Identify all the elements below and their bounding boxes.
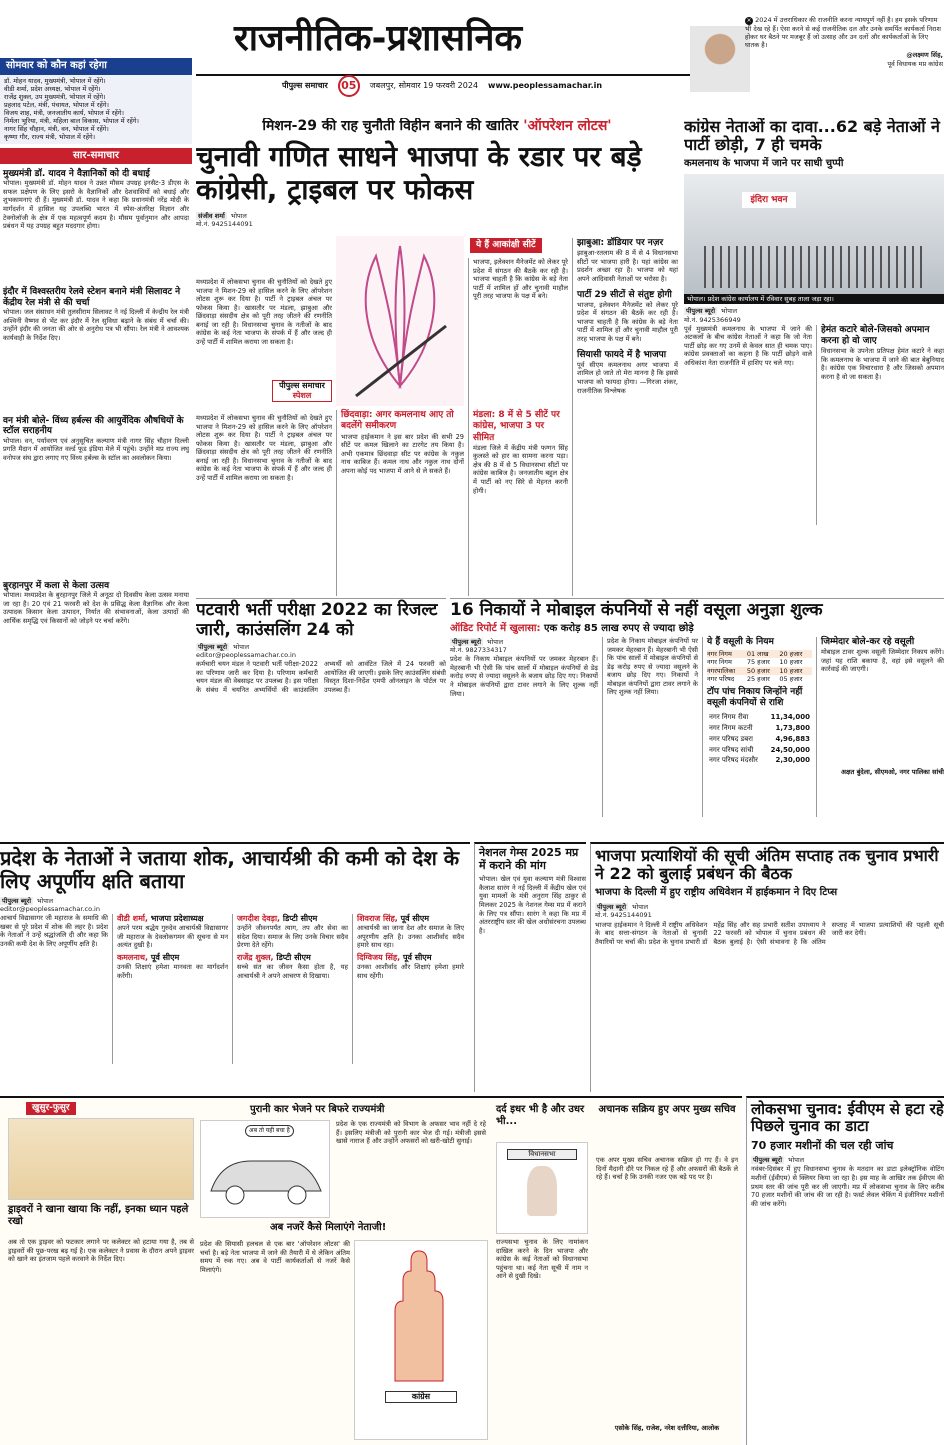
tribute-name: राजेंद्र शुक्ल, डिप्टी सीएम <box>237 952 311 962</box>
lead-headline: चुनावी गणित साधने भाजपा के रडार पर बड़े कांग्रेसी, ट्राइबल पर फोकस <box>196 139 642 207</box>
tribute-name: जगदीश देवड़ा, डिप्टी सीएम <box>237 914 318 924</box>
cartoon-hand <box>354 1240 488 1440</box>
portrait-photo <box>690 26 750 92</box>
who-where-list <box>0 75 192 144</box>
who-where-header: सोमवार को कौन कहां रहेगा <box>0 58 192 75</box>
national-games-story <box>474 842 586 1092</box>
acharya-byline: पीपुल्स ब्यूरो भोपाल editor@peoplessamachar.co.in <box>0 897 100 914</box>
nikay-text-2: प्रदेश के निकाय मोबाइल कंपनियों पर जमकर मेहरबान हैं। मेहरबानी भी ऐसी कि पांच सालों में मोबाइल कंपनियों से डेढ़ करोड़ रुपए से ज्यादा वसूलने के बजाय छोड़ दिए गए। निकायों ने मोबाइल कंपनियों द्वारा टावर लगाने के लिए शुल्क नहीं लिया। <box>602 637 698 817</box>
responsible-box: जिम्मेदार बोले-कर रहे वसूली मोबाइल टावर शुल्क वसूली जिम्मेदार निकाय करेंगे। जहां यह राशि बकाया है, वहां इसे वसूलने की कार्रवाई की जाएगी। अक्षत बुंदेला, सीएमओ, नगर पालिका सांची <box>816 637 944 817</box>
patwari-headline: पटवारी भर्ती परीक्षा 2022 का रिजल्ट जारी, काउंसलिंग 24 को <box>196 600 438 640</box>
rules-box: ये हैं वसूली के नियम नगर निगम 01 लाख 20 हजार नगर निगम 75 हजार 10 हजार नगरपालिका 50 हजार 10 हजार नगर परिषद 25 हजार 05 हजार टॉप पांच निकाय जिन्होंने नहीं वसूली कंपनियों से राशि नगर निगम रीवा 11,34,000 नगर निगम कटनी 1,73,800 नगर परिषद डबरा 4,96,883 नगर परिषद सांची 24,50,000 नगर परिषद मंदसौर 2,30,000 <box>702 637 812 817</box>
tribute-name: शिवराज सिंह, पूर्व सीएम <box>357 914 430 924</box>
evm-byline: पीपुल्स ब्यूरो भोपाल <box>753 1156 805 1165</box>
bjp-byline: पीपुल्स ब्यूरो भोपाल मो.नं. 9425144091 <box>595 903 652 920</box>
nikay-byline: पीपुल्स ब्यूरो भोपाल मो.नं. 9827334317 <box>450 638 507 655</box>
nikay-headline: 16 निकायों ने मोबाइल कंपनियों से नहीं वसूला अनुज्ञा शुल्क <box>450 600 823 620</box>
website: www.peoplessamachar.in <box>488 81 603 90</box>
brief-headline: बुरहानपुर में कला से केला उत्सव <box>3 580 110 591</box>
photo-caption: भोपाल। प्रदेश कांग्रेस कार्यालय में रविवार सुबह ताला जड़ा रहा। <box>684 294 944 304</box>
list-item: डॉ. मोहन यादव, मुख्यमंत्री, भोपाल में रहेंगे। <box>4 76 106 85</box>
jhabua-text: झाबुआ-रतलाम की 8 में से 4 विधानसभा सीटों पर भाजपा हारी है। यहां कांग्रेस का प्रदर्शन अच्छा रहा है। भाजपा को यहां अपने आदिवासी नेताओं पर भरोसा है। <box>577 249 678 283</box>
congress-text: पूर्व मुख्यमंत्री कमलनाथ के भाजपा में जाने की अटकलों के बीच कांग्रेस नेताओं ने कहा कि जो नेता पार्टी छोड़ कर गए उनमें से केवल सात ही चमक पाए। कांग्रेस प्रवक्ताओं का कहना है कि पार्टी छोड़ने वाले अधिकांश नेता राजनीति में हाशिए पर चले गए। <box>684 324 812 367</box>
acharya-headline: प्रदेश के नेताओं ने जताया शोक, आचार्यश्री की कमी को देश के लिए अपूर्णीय क्षति बताया <box>0 846 460 893</box>
congress-byline: पीपुल्स ब्यूरो भोपाल मो.नं. 9425366949 <box>684 307 741 324</box>
congress-story <box>684 118 944 596</box>
khusur-head-5: अचानक सक्रिय हुए अपर मुख्य सचिव <box>598 1104 736 1115</box>
tribute-name: कमलनाथ, पूर्व सीएम <box>117 952 180 962</box>
page-number: 05 <box>338 75 360 97</box>
table-row: नगर परिषद डबरा 4,96,883 <box>709 734 810 743</box>
sign-label: कांग्रेस <box>385 1391 457 1403</box>
cartoon-1 <box>8 1118 194 1200</box>
secret-seats-tag: ये हैं आकांक्षी सीटें <box>470 238 542 253</box>
brief-text: भोपाल। मुख्यमंत्री डॉ. मोहन यादव ने उन्नत मौसम उपग्रह इनसैट-3 डीएस के सफल प्रक्षेपण के लिए इसरो के वैज्ञानिकों और देशवासियों को बधाई और शुभकामनाएं दी हैं। मुख्यमंत्री डॉ. यादव ने कहा कि प्रधानमंत्री नरेंद्र मोदी के मार्गदर्शन में हासिल यह उपलब्धि भारत में स्पेस-अंतरिक्ष विज्ञान और टेक्नोलॉजी के क्षेत्र में एक महत्वपूर्ण कदम है। मौसम पूर्वानुमान और आपदा प्रबंधन में यह उपग्रह बहुत मददगार होगा। <box>3 179 189 231</box>
list-item: राजेंद्र शुक्ल, उप मुख्यमंत्री, भोपाल में रहेंगे। <box>4 92 106 101</box>
congress-sub: कमलनाथ के भाजपा में जाने पर साधी चुप्पी <box>684 157 844 169</box>
khusur-head-1: ड्राइवरों ने खाना खाया कि नहीं, इनका ध्यान पहले रखो <box>8 1204 189 1227</box>
evm-headline: लोकसभा चुनाव: ईवीएम से हटा रहे पिछले चुनाव का डाटा <box>751 1100 944 1136</box>
khusur-text-3: प्रदेश की सियासी हलचल से एक बार 'ऑपरेशन लोटस' की चर्चा है। बड़े नेता भाजपा में जाने की तैयारी में थे लेकिन अंतिम समय में रुक गए। अब वे पार्टी कार्यकर्ताओं से नजरें कैसे मिलाएंगे। <box>200 1240 350 1274</box>
cartoon-assembly: विधानसभा <box>496 1142 588 1234</box>
lead-text-2: मध्यप्रदेश में लोकसभा चुनाव की चुनौतियों को देखते हुए भाजपा ने मिशन-29 को हासिल करने के लिए ऑपरेशन लोटस शुरू कर दिया है। पार्टी ने ट्राइबल अंचल पर फोकस किया है। खासतौर पर मंडला, झाबुआ और छिंदवाड़ा संसदीय क्षेत्र को पूरी तरह जीतने की रणनीति बनाई जा रही है। विधानसभा चुनाव के नतीजों के बाद कांग्रेस के कई नेता भाजपा के संपर्क में हैं और जल्द ही उन्हें पार्टी में शामिल कराया जा सकता है। <box>196 414 332 482</box>
list-item: विजय शाह, मंत्री, जनजातीय कार्य, भोपाल में रहेंगे। <box>4 109 124 117</box>
benefit-head: सियासी फायदे में है भाजपा <box>577 349 667 360</box>
page-section-title: राजनीतिक-प्रशासनिक <box>234 18 523 59</box>
party29-text: भाजपा, इलेक्शन मैनेजमेंट को लेकर पूरे प्रदेश में संगठन की बैठकें कर रही है। भाजपा चाहती है कि कांग्रेस के बड़े नेता पार्टी में शामिल हों और चुनावी माहौल पूरी तरह भाजपा के पक्ष में बने। <box>577 300 678 343</box>
party29-head: पार्टी 29 सीटों से संतुष्ट होगी <box>577 289 672 300</box>
benefit-text: पूर्व सीएम कमलनाथ अगर भाजपा में शामिल हो जाते तो मेरा मानना है कि इससे भाजपा को फायदा होगा। —गिरजा शंकर, राजनीतिक विश्लेषक <box>577 360 678 395</box>
nikay-kicker: ऑडिट रिपोर्ट में खुलासा: एक करोड़ 85 लाख रुपए से ज्यादा छोड़े <box>450 622 694 634</box>
khusur-head-4: दर्द इधर भी है और उधर भी... <box>496 1104 585 1127</box>
khusur-text-2: प्रदेश के एक राज्यमंत्री को विभाग के अफसर भाव नहीं दे रहे हैं। इसलिए मंत्रीजी को पुरानी कार भेज दी गई। मंत्रीजी इससे खासे नाराज हैं और उन्होंने अफसरों को खरी-खोटी सुनाई। <box>336 1120 486 1146</box>
brief-text: भोपाल। जल संसाधन मंत्री तुलसीराम सिलावट ने नई दिल्ली में केन्द्रीय रेल मंत्री अश्विनी वैष्णव से भेंट कर इंदौर में रेल सुविधा बढ़ाने के संबंध में चर्चा की। उन्होंने इंदौर की जनता की ओर से अनुरोध पत्र भी सौंपा। रेल मंत्री ने आवश्यक कार्यवाही के निर्देश दिए। <box>3 308 189 342</box>
bjp-text: भाजपा हाईकमान ने दिल्ली में राष्ट्रीय अधिवेशन के बाद सत्ता-संगठन के नेताओं से चुनावी तैयारियों पर चर्चा की। प्रदेश के चुनाव प्रभारी डॉ महेंद्र सिंह और सह प्रभारी सतीश उपाध्याय ने 22 फरवरी को भोपाल में चुनाव प्रबंधन की बैठक बुलाई है। ऐसी संभावना है कि अंतिम सप्ताह में भाजपा प्रत्याशियों की पहली सूची जारी कर देगी। <box>595 920 944 946</box>
table-row: नगरपालिका 50 हजार 10 हजार <box>707 667 812 675</box>
lead-kicker: मिशन-29 की राह चुनौती विहीन बनाने की खातिर 'ऑपरेशन लोटस' <box>262 118 612 134</box>
congress-office-photo <box>684 174 944 294</box>
cartoon-car <box>200 1120 330 1218</box>
list-item: निर्मला भूरिया, मंत्री, महिला बाल विकास, भोपाल में रहेंगे। <box>4 117 139 126</box>
table-row: नगर निगम 75 हजार 10 हजार <box>707 658 803 667</box>
brief-text: भोपाल। मध्यप्रदेश के बुरहानपुर जिले में अनूठा दो दिवसीय केला उत्सव मनाया जा रहा है। 20 एवं 21 फरवरी को देश के प्रसिद्ध केला वैज्ञानिक और केला उत्पादक किसान केला उत्पादन, निर्यात की संभावनाओं, केला उत्पादों की आर्थिक समृद्धि एवं किसानों को जोड़ने पर चर्चा करेंगे। <box>3 591 189 625</box>
news-brief-header: सार-समाचार <box>0 148 192 165</box>
list-item: कृष्णा गौर, राज्य मंत्री, भोपाल में रहेंगे। <box>4 133 96 142</box>
table-row: नगर निगम 01 लाख 20 हजार <box>707 650 812 658</box>
bjp-headline: भाजपा प्रत्याशियों की सूची अंतिम सप्ताह तक चुनाव प्रभारी ने 22 को बुलाई प्रबंधन की बैठक <box>595 846 939 884</box>
top-table <box>707 711 812 767</box>
jhabua-head: झाबुआ: डॉडियार पर नज़र <box>577 238 664 248</box>
credits: एसोके सिंह, राजेश, नरेश दत्तीरिया, आलोक <box>614 1424 720 1432</box>
quote-box: × 2024 में उत्तराधिकार की राजनीति करना न्यायपूर्ण नहीं है। हम इसके परिणाम भी देख रहे हैं। ऐसा करने से कई राजनीतिक दल और उनके समर्पित कार्यकर्ता निराश होकर घर बैठने पर मजबूर हैं जो उत्साह और उन दलों और कार्यकर्ताओं के लिए घातक है। @लक्ष्मण सिंह, पूर्व विधायक मप्र कांग्रेस <box>745 16 943 68</box>
nikay-story <box>450 598 944 838</box>
table-row: नगर निगम कटनी 1,73,800 <box>709 724 810 733</box>
mandla-head: मंडला: 8 में से 5 सीटें पर कांग्रेस, भाजपा 3 पर सीमित <box>473 410 560 443</box>
peoples-special-tag: पीपुल्स समाचार स्पेशल <box>272 380 332 402</box>
table-row: नगर परिषद मंदसौर 2,30,000 <box>709 756 810 765</box>
national-headline: नेशनल गेम्स 2025 मप्र में कराने की मांग <box>479 846 579 872</box>
list-item: प्रहलाद पटेल, मंत्री, पंचायत, भोपाल में रहेंगे। <box>4 100 109 109</box>
chhindwara-head: छिंदवाड़ा: अगर कमलनाथ आए तो बदलेंगे समीकरण <box>341 410 454 432</box>
lead-story <box>196 118 678 596</box>
seats-text: भाजपा, इलेक्शन मैनेजमेंट को लेकर पूरे प्रदेश में संगठन की बैठकें कर रही है। भाजपा चाहती है कि कांग्रेस के बड़े नेता पार्टी में शामिल हों और चुनावी माहौल पूरी तरह भाजपा के पक्ष में बने। <box>473 258 568 301</box>
acharya-story: प्रदेश के नेताओं ने जताया शोक, आचार्यश्री की कमी को देश के लिए अपूर्णीय क्षति बताया पीपुल्स ब्यूरो भोपाल editor@peoplessamachar.co.in आचार्य विद्यासागर जी महाराज के समाधि की खबर से पूरे प्रदेश में शोक की लहर है। प्रदेश के नेताओं ने उन्हें श्रद्धांजलि दी और कहा कि उनकी कमी देश के लिए अपूर्णीय क्षति है। वीडी शर्मा, भाजपा प्रदेशाध्यक्ष अपने परम श्रद्धेय गुरुदेव आचार्यश्री विद्यासागर जी महाराज के देवलोकगमन की सूचना से मन अत्यंत दुखी है। कमलनाथ, पूर्व सीएम उनकी शिक्षाएं हमेशा मानवता का मार्गदर्शन करेंगी। जगदीश देवड़ा, डिप्टी सीएम उन्होंने जीवनपर्यंत त्याग, तप और सेवा का संदेश दिया। समाज के लिए उनके विचार सदैव प्रेरणा देते रहेंगे। राजेंद्र शुक्ल, डिप्टी सीएम सच्चे संत का जीवन कैसा होता है, यह आचार्यश्री ने अपने आचरण से दिखाया। शिवराज सिंह, पूर्व सीएम आचार्यश्री का जाना देश और समाज के लिए अपूरणीय क्षति है। उनका आशीर्वाद सदैव हमारे साथ रहा। दिग्विजय सिंह, पूर्व सीएम उनका आशीर्वाद और शिक्षाएं हमेशा हमारे साथ रहेंगी। <box>0 842 470 1092</box>
evm-story <box>746 1096 944 1445</box>
brief-text: भोपाल। वन, पर्यावरण एवं अनुसूचित कल्याण मंत्री नागर सिंह चौहान दिल्ली प्रगति मैदान में आयोजित वर्ल्ड फूड इंडिया मेले में पहुंचे। उन्होंने मप्र राज्य लघु वनोपज संघ द्वारा लगाए गए विंध्य हर्बल्स के स्टॉल का अवलोकन किया। <box>3 436 189 462</box>
bjp-sub: भाजपा के दिल्ली में हुए राष्ट्रीय अधिवेशन में हाईकमान ने दिए टिप्स <box>595 886 838 898</box>
dateline: जबलपुर, सोमवार 19 फरवरी 2024 <box>369 81 479 90</box>
table-row: नगर निगम रीवा 11,34,000 <box>709 713 810 722</box>
katare-head: हेमंत कटारे बोले-जिसको अपमान करना हो वो जाए <box>821 324 930 346</box>
brief-headline: मुख्यमंत्री डॉ. यादव ने वैज्ञानिकों को दी बधाई <box>3 169 150 179</box>
lead-byline: संजीव शर्मा भोपाल मो.नं. 9425144091 <box>196 211 253 228</box>
katare-text: विधानसभा के उपनेता प्रतिपक्ष हेमंत कटारे ने कहा कि कमलनाथ के भाजपा में जाने की बात बेबुनियाद है। कांग्रेस एक विचारधारा है और जिसको अपमान करना है वो जा सकता है। <box>821 347 944 381</box>
tribute-name: वीडी शर्मा, भाजपा प्रदेशाध्यक्ष <box>117 914 204 924</box>
mandla-text: मंडला जिले में केंद्रीय मंत्री फग्गन सिंह कुलस्ते को हार का सामना करना पड़ा। क्षेत्र की 8 में से 5 विधानसभा सीटों पर कांग्रेस काबिज है। जनजातीय बहुल क्षेत्र में पार्टी को नए सिरे से मेहनत करनी होगी। <box>473 443 568 495</box>
list-item: वीडी शर्मा, प्रदेश अध्यक्ष, भोपाल में रहेंगे। <box>4 84 101 93</box>
office-sign: इंदिरा भवन <box>742 192 796 208</box>
speech-bubble: अब तो यही बचा है <box>245 1125 294 1137</box>
table-row: नगर परिषद सांची 24,50,000 <box>709 745 810 754</box>
close-icon: × <box>746 17 752 24</box>
lotus-illustration <box>336 236 464 406</box>
table-row: नगर परिषद 25 हजार 05 हजार <box>707 674 803 683</box>
patwari-story <box>196 598 446 838</box>
evm-sub: 70 हजार मशीनों की चल रही जांच <box>751 1138 894 1152</box>
left-column <box>0 58 192 918</box>
patwari-byline: पीपुल्स ब्यूरो भोपाल editor@peoplessamachar.co.in <box>196 643 296 660</box>
national-text: भोपाल। खेल एवं युवा कल्याण मंत्री विश्वास कैलाश सारंग ने नई दिल्ली में केंद्रीय खेल एवं युवा मामलों के मंत्री अनुराग सिंह ठाकुर से मिलकर 2025 के नेशनल गेम्स मप्र में कराने के लिए पत्र सौंपा। सारंग ने कहा कि मप्र में अंतरराष्ट्रीय स्तर की खेल अधोसंरचना उपलब्ध है। <box>479 875 586 935</box>
lead-text: मध्यप्रदेश में लोकसभा चुनाव की चुनौतियों को देखते हुए भाजपा ने मिशन-29 को हासिल करने के लिए ऑपरेशन लोटस शुरू कर दिया है। पार्टी ने ट्राइबल अंचल पर फोकस किया है। खासतौर पर मंडला, झाबुआ और छिंदवाड़ा संसदीय क्षेत्र को पूरी तरह जीतने की रणनीति बनाई जा रही है। विधानसभा चुनाव के नतीजों के बाद कांग्रेस के कई नेता भाजपा के संपर्क में हैं और जल्द ही उन्हें पार्टी में शामिल कराया जा सकता है। <box>196 278 332 346</box>
bjp-story <box>590 842 944 1092</box>
evm-text: नवंबर-दिसंबर में हुए विधानसभा चुनाव के मतदान का डाटा इलेक्ट्रॉनिक वोटिंग मशीनों (ईवीएम) से क्लियर किया जा रहा है। इस माह के आखिर तक ईवीएम की प्रथम स्तर की जांच पूरी कर ली जाएगी। मप्र में लोकसभा चुनाव के लिए करीब 70 हजार मशीनों की जांच की जा रही है। फर्स्ट लेवल चेकिंग में इंजीनियर मशीनों की जांच करेंगे। <box>751 1165 944 1208</box>
nikay-text: प्रदेश के निकाय मोबाइल कंपनियों पर जमकर मेहरबान हैं। मेहरबानी भी ऐसी कि पांच सालों में मोबाइल कंपनियों से डेढ़ करोड़ रुपए से ज्यादा वसूलने के बजाय छोड़ दिए गए। निकायों ने मोबाइल कंपनियों द्वारा टावर लगाने के लिए शुल्क नहीं लिया। <box>450 655 598 698</box>
patwari-text: कर्मचारी चयन मंडल ने पटवारी भर्ती परीक्षा-2022 का परिणाम जारी कर दिया है। परिणाम कर्मचारी चयन मंडल की वेबसाइट पर उपलब्ध है। इस परीक्षा के संबंध में चयनित अभ्यर्थियों की काउंसलिंग अभ्यर्थी को आवंटित जिले में 24 फरवरी को आयोजित की जाएगी। इसके लिए काउंसलिंग संबंधी विस्तृत दिशा-निर्देश एमपी ऑनलाइन के पोर्टल पर उपलब्ध हैं। <box>196 660 446 695</box>
rules-table <box>707 650 812 683</box>
brief-headline: वन मंत्री बोले- विंध्य हर्बल्स की आयुर्वेदिक औषधियों के स्टॉल सराहनीय <box>3 416 184 437</box>
paper-name: पीपुल्स समाचार <box>282 81 328 90</box>
congress-headline: कांग्रेस नेताओं का दावा...62 बड़े नेताओं ने पार्टी छोड़ी, 7 ही चमके <box>684 118 940 155</box>
khusur-head-2: पुरानी कार भेजने पर बिफरे राज्यमंत्री <box>250 1104 385 1115</box>
khusur-tag: खुसुर-फुसुर <box>26 1102 76 1115</box>
khusur-head-3: अब नजरें कैसे मिलाएंगे नेताजी! <box>270 1222 387 1233</box>
khusur-section <box>0 1096 742 1445</box>
acharya-text: आचार्य विद्यासागर जी महाराज के समाधि की खबर से पूरे प्रदेश में शोक की लहर है। प्रदेश के नेताओं ने उन्हें श्रद्धांजलि दी और कहा कि उनकी कमी देश के लिए अपूर्णीय क्षति है। <box>0 914 108 948</box>
tribute-name: दिग्विजय सिंह, पूर्व सीएम <box>357 952 432 962</box>
khusur-text-1: अब तो एक ड्राइवर को फटकार लगाने पर कलेक्टर को हटाया गया है, तब से ड्राइवरों की पूछ-परख बढ़ गई है। एक कलेक्टर ने प्रवास के दौरान अपने ड्राइवर को खाने का इंतजाम पहले करवाने के निर्देश दिए। <box>8 1238 194 1264</box>
khusur-text-5: एक अपर मुख्य सचिव अचानक सक्रिय हो गए हैं। वे इन दिनों मैदानी दौरे पर निकल रहे हैं और अफसरों की बैठकें ले रहे हैं। चर्चा है कि उनकी नजर एक बड़े पद पर है। <box>596 1156 738 1182</box>
khusur-text-4: राज्यसभा चुनाव के लिए नामांकन दाखिल करने के दिन भाजपा और कांग्रेस के कई नेताओं को विधानसभा पहुंचना था। कई नेता सूची में नाम न आने से दुखी दिखे। <box>496 1238 588 1281</box>
chhindwara-text: भाजपा हाईकमान ने इस बार प्रदेश की सभी 29 सीटें पर कमल खिलाने का टारगेट तय किया है। अभी एकमात्र छिंदवाड़ा सीट पर कांग्रेस के नकुल नाथ काबिज हैं। कमल नाथ और नकुल नाथ दोनों अपना कोई पद भाजपा में आने से ले सकते हैं। <box>341 432 464 475</box>
brief-headline: इंदौर में विश्वस्तरीय रेलवे स्टेशन बनाने मंत्री सिलावट ने केंद्रीय रेल मंत्री से की चर्चा <box>3 287 181 308</box>
list-item: नागर सिंह चौहान, मंत्री, वन, भोपाल में रहेंगे। <box>4 125 109 134</box>
